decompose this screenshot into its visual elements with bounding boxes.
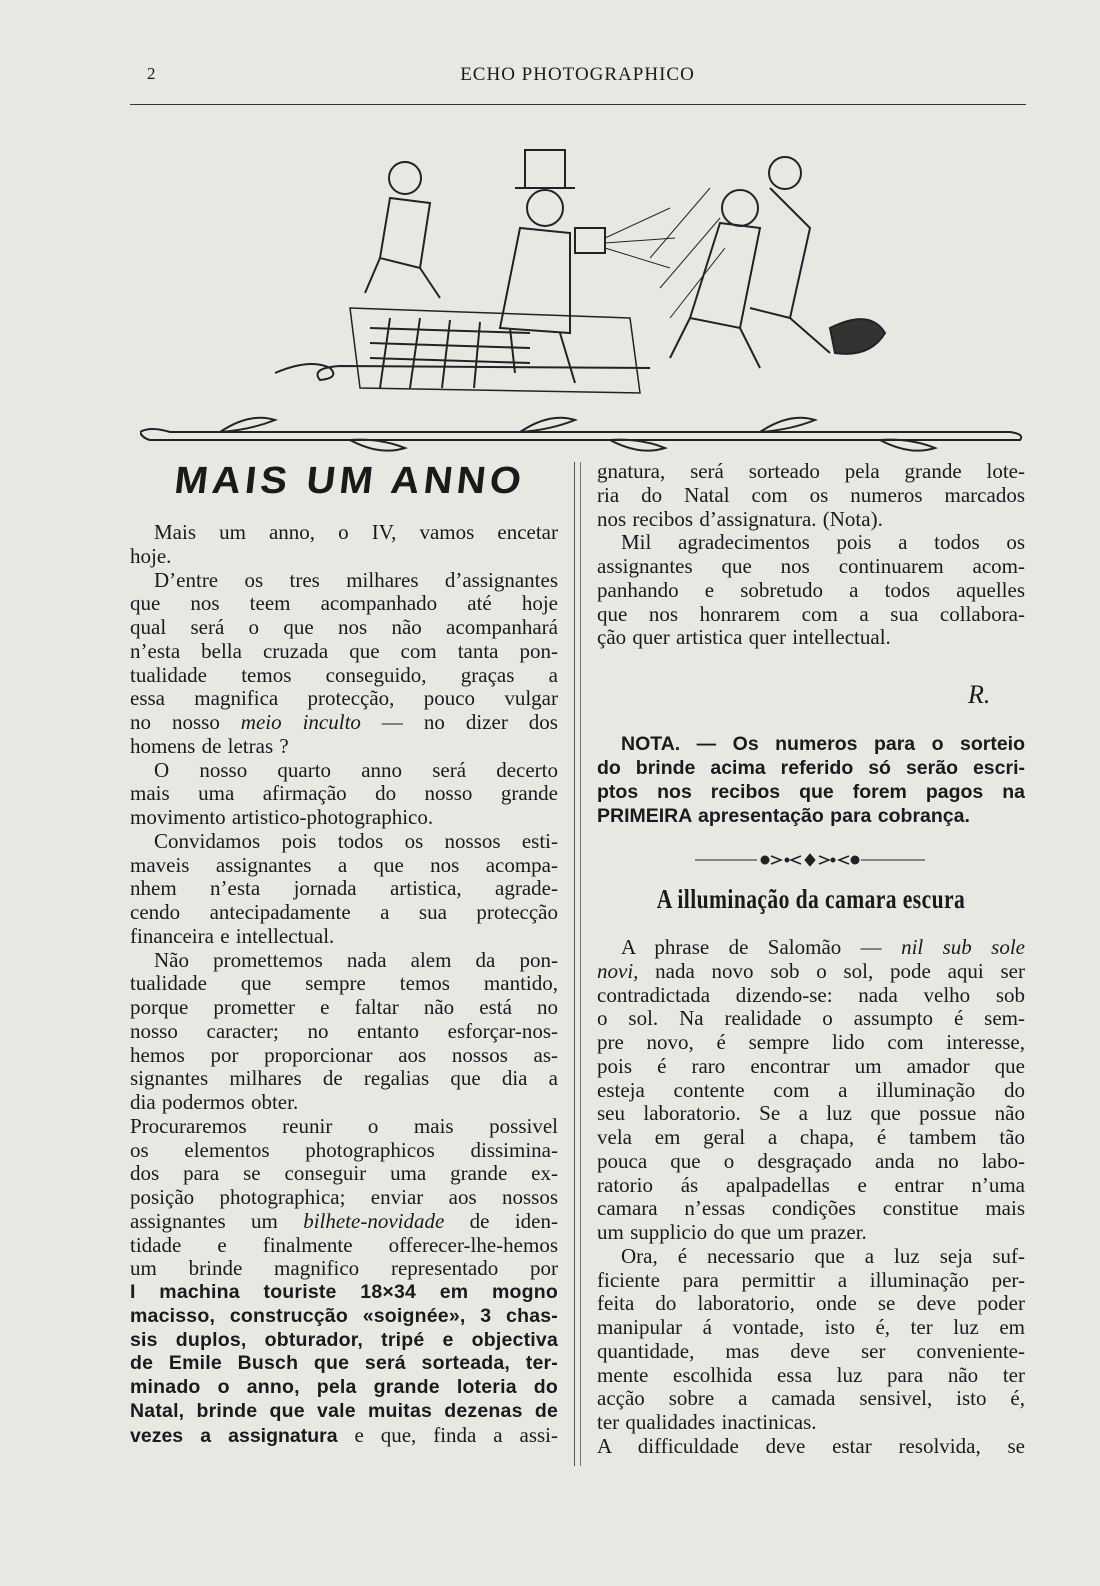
text-line: quantidade, mas deve ser conveniente- [597,1338,1025,1363]
text-line: do brinde acima referido só serão escri- [597,757,1025,779]
section-heading: A illuminação da camara escura [656,884,966,914]
text-line: posição photographica; enviar aos nossos [130,1185,558,1209]
text-line: ptos nos recibos que forem pagos na [597,781,1025,803]
text-line: ratorio ás apalpadellas e entrar n’uma [597,1172,1025,1197]
note-block [597,732,1025,828]
text-line: que nos teem acompanhado até hoje [130,591,558,616]
text-line: nos recibos d’assignatura. (Nota). [597,506,883,531]
text-line: camara n’essas condições constitue mais [597,1196,1025,1221]
page-number: 2 [147,64,156,83]
text-line: vela em geral a chapa, é tambem tão [597,1125,1025,1149]
section-ornament [695,852,925,868]
text-line: macisso, construcção «soignée», 3 chas- [130,1304,558,1327]
italic-text: meio inculto [240,710,361,734]
text-line: manipular á vontade, isto é, ter luz em [597,1315,1025,1339]
text-line: A difficuldade deve estar resolvida, se [597,1433,1025,1458]
text-line: nhem n’esta jornada artistica, agrade- [130,876,558,901]
text-line: ficiente para permittir a illuminação per- [597,1267,1025,1292]
text-line: esteja contente com a illuminação do [597,1077,1025,1102]
text-line: movimento artistico-photographico. [130,805,434,829]
article-title: MAIS UM ANNO [172,460,528,502]
text-segment: no nosso [130,710,241,734]
text-line: pre novo, é sempre lido com interesse, [597,1030,1025,1054]
text-line: ria do Natal com os numeros marcados [597,482,1025,507]
text-line: sis duplos, obturador, tripé e objectiva [130,1328,558,1351]
text-line: Ora, é necessario que a luz seja suf- [621,1243,1025,1268]
running-title: ECHO PHOTOGRAPHICO [460,64,695,85]
text-line: tualidade temos conseguido, graças a [130,662,558,687]
text-line: pouca que o desgraçado anda no labo- [597,1148,1025,1173]
text-line: PRIMEIRA apresentação para cobrança. [597,805,970,827]
text-line: mente escolhida essa luz para não ter [597,1362,1025,1387]
text-line [597,936,1025,960]
text-line: essa magnifica protecção, pouco vulgar [130,686,558,711]
text-line: maveis assignantes a que nos acompa- [130,852,558,877]
text-line: O nosso quarto anno será decerto [154,757,558,782]
text-line: homens de letras ? [130,733,289,758]
text-line: financeira e intellectual. [130,923,335,948]
text-line: contradictada dizendo-se: nada velho sob [597,982,1025,1007]
cartoon-illustration [270,128,910,408]
italic-text: bilhete-novidade [303,1208,445,1233]
text-line: Mais um anno, o IV, vamos encetar [154,520,558,544]
vine-ornament-rule [140,412,1030,458]
article2-body [597,936,1025,1459]
text-line [130,711,558,735]
text-line: os elementos photographicos dissimina- [130,1137,558,1162]
italic-text: novi, [597,958,639,983]
text-line: Convidamos pois todos os nossos esti- [154,828,558,853]
text-line [130,1210,558,1234]
text-line: signantes milhares de regalias que dia a [130,1066,558,1091]
text-line: porque prometter e faltar não está no [130,995,558,1019]
text-segment: assignantes um [130,1208,304,1233]
text-segment: nada novo sob o sol, pode aqui ser [638,958,1025,983]
text-line: o sol. Na realidade o assumpto é sem- [597,1006,1025,1031]
text-line: dos para se conseguir uma grande ex- [130,1161,558,1186]
text-line: tidade e finalmente offerecer-lhe-hemos [130,1232,558,1257]
text-line: que nos honrarem com a sua collabora- [597,601,1025,626]
text-line: Procuraremos reunir o mais possivel [130,1113,558,1138]
text-line: D’entre os tres milhares d’assignantes [154,567,558,592]
text-line: feita do laboratorio, onde se deve poder [597,1291,1025,1316]
right-column-continuation [597,460,1025,650]
text-line: qual será o que nos não acompanhará [130,615,558,639]
text-line: mais uma afirmação do nosso grande [130,781,558,806]
text-line: de Emile Busch que será sorteada, ter- [130,1352,558,1375]
bold-text: vezes a assignatura [130,1424,338,1447]
column-divider [574,462,581,1466]
text-line: gnatura, será sorteado pela grande lote- [597,459,1025,483]
text-line [130,1424,558,1448]
text-line: Não promettemos nada alem da pon- [154,947,558,972]
text-segment: e que, finda a assi- [337,1422,558,1447]
text-line: hoje. [130,543,172,568]
text-line: ter qualidades inactinicas. [597,1410,817,1434]
text-line: seu laboratorio. Se a luz que possue não [597,1101,1025,1126]
text-segment: — no dizer dos [360,710,558,734]
text-line: dia podermos obter. [130,1090,299,1114]
text-line: hemos por proporcionar aos nossos as- [130,1042,558,1067]
text-line: tualidade que sempre temos mantido, [130,971,558,996]
text-segment: A phrase de Salomão — [621,935,902,959]
header-rule [130,104,1026,105]
text-line: pois é raro encontrar um amador que [597,1053,1025,1078]
text-line: NOTA. — Os numeros para o sorteio [621,733,1025,755]
text-segment: de iden- [444,1208,558,1233]
text-line: minado o anno, pela grande loteria do [130,1376,558,1398]
text-line: n’esta bella cruzada que com tanta pon- [130,638,558,663]
text-line: ção quer artistica quer intellectual. [597,625,891,650]
text-line: panhando e sobretudo a todos aquelles [597,577,1025,602]
text-line: cendo antecipadamente a sua protecção [130,900,558,924]
text-line: Natal, brinde que vale muitas dezenas de [130,1399,558,1422]
text-line: um supplicio do que um prazer. [597,1220,867,1244]
text-line: Mil agradecimentos pois a todos os [621,530,1025,555]
signature: R. [968,680,991,709]
text-line: nosso caracter; no entanto esforçar-nos- [130,1018,558,1043]
left-column [130,521,558,1447]
text-line [597,960,1025,984]
text-line: assignantes que nos continuarem acom- [597,554,1025,578]
italic-text: nil sub sole [901,935,1026,959]
text-line: acção sobre a camada sensivel, isto é, [597,1386,1025,1411]
text-line: um brinde magnifico representado por [130,1256,558,1281]
text-line: I machina touriste 18×34 em mogno [130,1281,558,1303]
